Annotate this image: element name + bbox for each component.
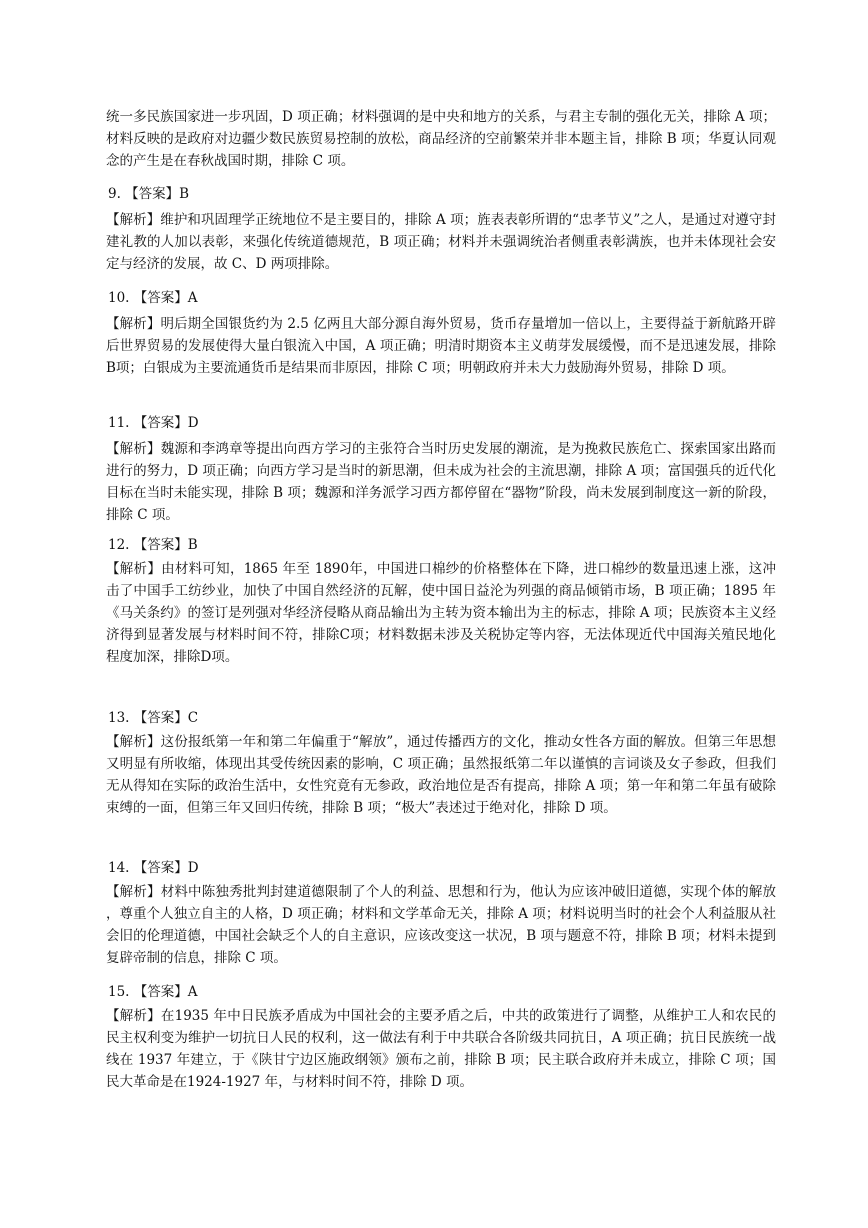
analysis-13: 【解析】这份报纸第一年和第二年偏重于“解放”，通过传播西方的文化，推动女性各方面的解放。但第三年思想又明显有所收缩，体现出其受传统因素的影响，C 项正确；虽然报纸第二年以谨慎的言词谈及女子参政，但我们无从得知在实际的政治生活中，女性究竟有无参政，政治地位是否有提高，排除 A 项；第一年和第二年虽有破除束缚的一面，但第三年又回归传统，排除 B 项；“极大”表述过于绝对化，排除 D 项。 — [106, 734, 776, 816]
document-page — [106, 0, 776, 1228]
paragraph-continuation: 统一多民族国家进一步巩固，D 项正确；材料强调的是中央和地方的关系，与君主专制的强化无关，排除 A 项；材料反映的是政府对边疆少数民族贸易控制的放松，商品经济的空前繁荣并非本题主旨，排除 B 项；华夏认同观念的产生是在春秋战国时期，排除 C 项。 — [106, 109, 776, 169]
answer-9: 9. 【答案】B — [108, 186, 190, 202]
answer-10: 10. 【答案】A — [108, 290, 198, 306]
analysis-11: 【解析】魏源和李鸿章等提出向西方学习的主张符合当时历史发展的潮流，是为挽救民族危亡、探索国家出路而进行的努力，D 项正确；向西方学习是当时的新思潮，但未成为社会的主流思潮，排除 A 项；富国强兵的近代化目标在当时未能实现，排除 B 项；魏源和洋务派学习西方都停留在“器物”阶段，尚未发展到制度这一新的阶段，排除 C 项。 — [106, 441, 776, 523]
analysis-14: 【解析】材料中陈独秀批判封建道德限制了个人的利益、思想和行为，他认为应该冲破旧道德，实现个体的解放，尊重个人独立自主的人格，D 项正确；材料和文学革命无关，排除 A 项；材料说明当时的社会个人利益服从社会旧的伦理道德，中国社会缺乏个人的自主意识，应该改变这一状况，B 项与题意不符，排除 B 项；材料未提到复辟帝制的信息，排除 C 项。 — [106, 884, 776, 966]
answer-13: 13. 【答案】C — [108, 710, 199, 726]
analysis-10: 【解析】明后期全国银货约为 2.5 亿两且大部分源自海外贸易，货币存量增加一倍以上，主要得益于新航路开辟后世界贸易的发展使得大量白银流入中国，A 项正确；明清时期资本主义萌芽发展缓慢，而不是迅速发展，排除B项；白银成为主要流通货币是结果而非原因，排除 C 项；明朝政府并未大力鼓励海外贸易，排除 D 项。 — [106, 316, 776, 376]
answer-12: 12. 【答案】B — [108, 537, 198, 553]
analysis-9: 【解析】维护和巩固理学正统地位不是主要目的，排除 A 项；旌表表彰所谓的“忠孝节义”之人，是通过对遵守封建礼教的人加以表彰，来强化传统道德规范，B 项正确；材料并未强调统治者侧重表彰满族，也并未体现社会安定与经济的发展，故 C、D 两项排除。 — [106, 212, 776, 272]
answer-11: 11. 【答案】D — [108, 415, 199, 431]
answer-15: 15. 【答案】A — [108, 984, 198, 1000]
analysis-15: 【解析】在1935 年中日民族矛盾成为中国社会的主要矛盾之后，中共的政策进行了调整，从维护工人和农民的民主权利变为维护一切抗日人民的权利，这一做法有利于中共联合各阶级共同抗日，A 项正确；抗日民族统一战线在 1937 年建立，于《陕甘宁边区施政纲领》颁布之前，排除 B 项；民主联合政府并未成立，排除 C 项；国民大革命是在1924-1927 年，与材料时间不符，排除 D 项。 — [106, 1008, 776, 1090]
answer-14: 14. 【答案】D — [108, 860, 199, 876]
analysis-12: 【解析】由材料可知，1865 年至 1890年，中国进口棉纱的价格整体在下降，进口棉纱的数量迅速上涨，这冲击了中国手工纺纱业，加快了中国自然经济的瓦解，使中国日益沦为列强的商品倾销市场，B 项正确；1895 年《马关条约》的签订是列强对华经济侵略从商品输出为主转为资本输出为主的标志，排除 A 项；民族资本主义经济得到显著发展与材料时间不符，排除C项；材料数据未涉及关税协定等内容，无法体现近代中国海关殖民地化程度加深，排除D项。 — [106, 561, 776, 665]
